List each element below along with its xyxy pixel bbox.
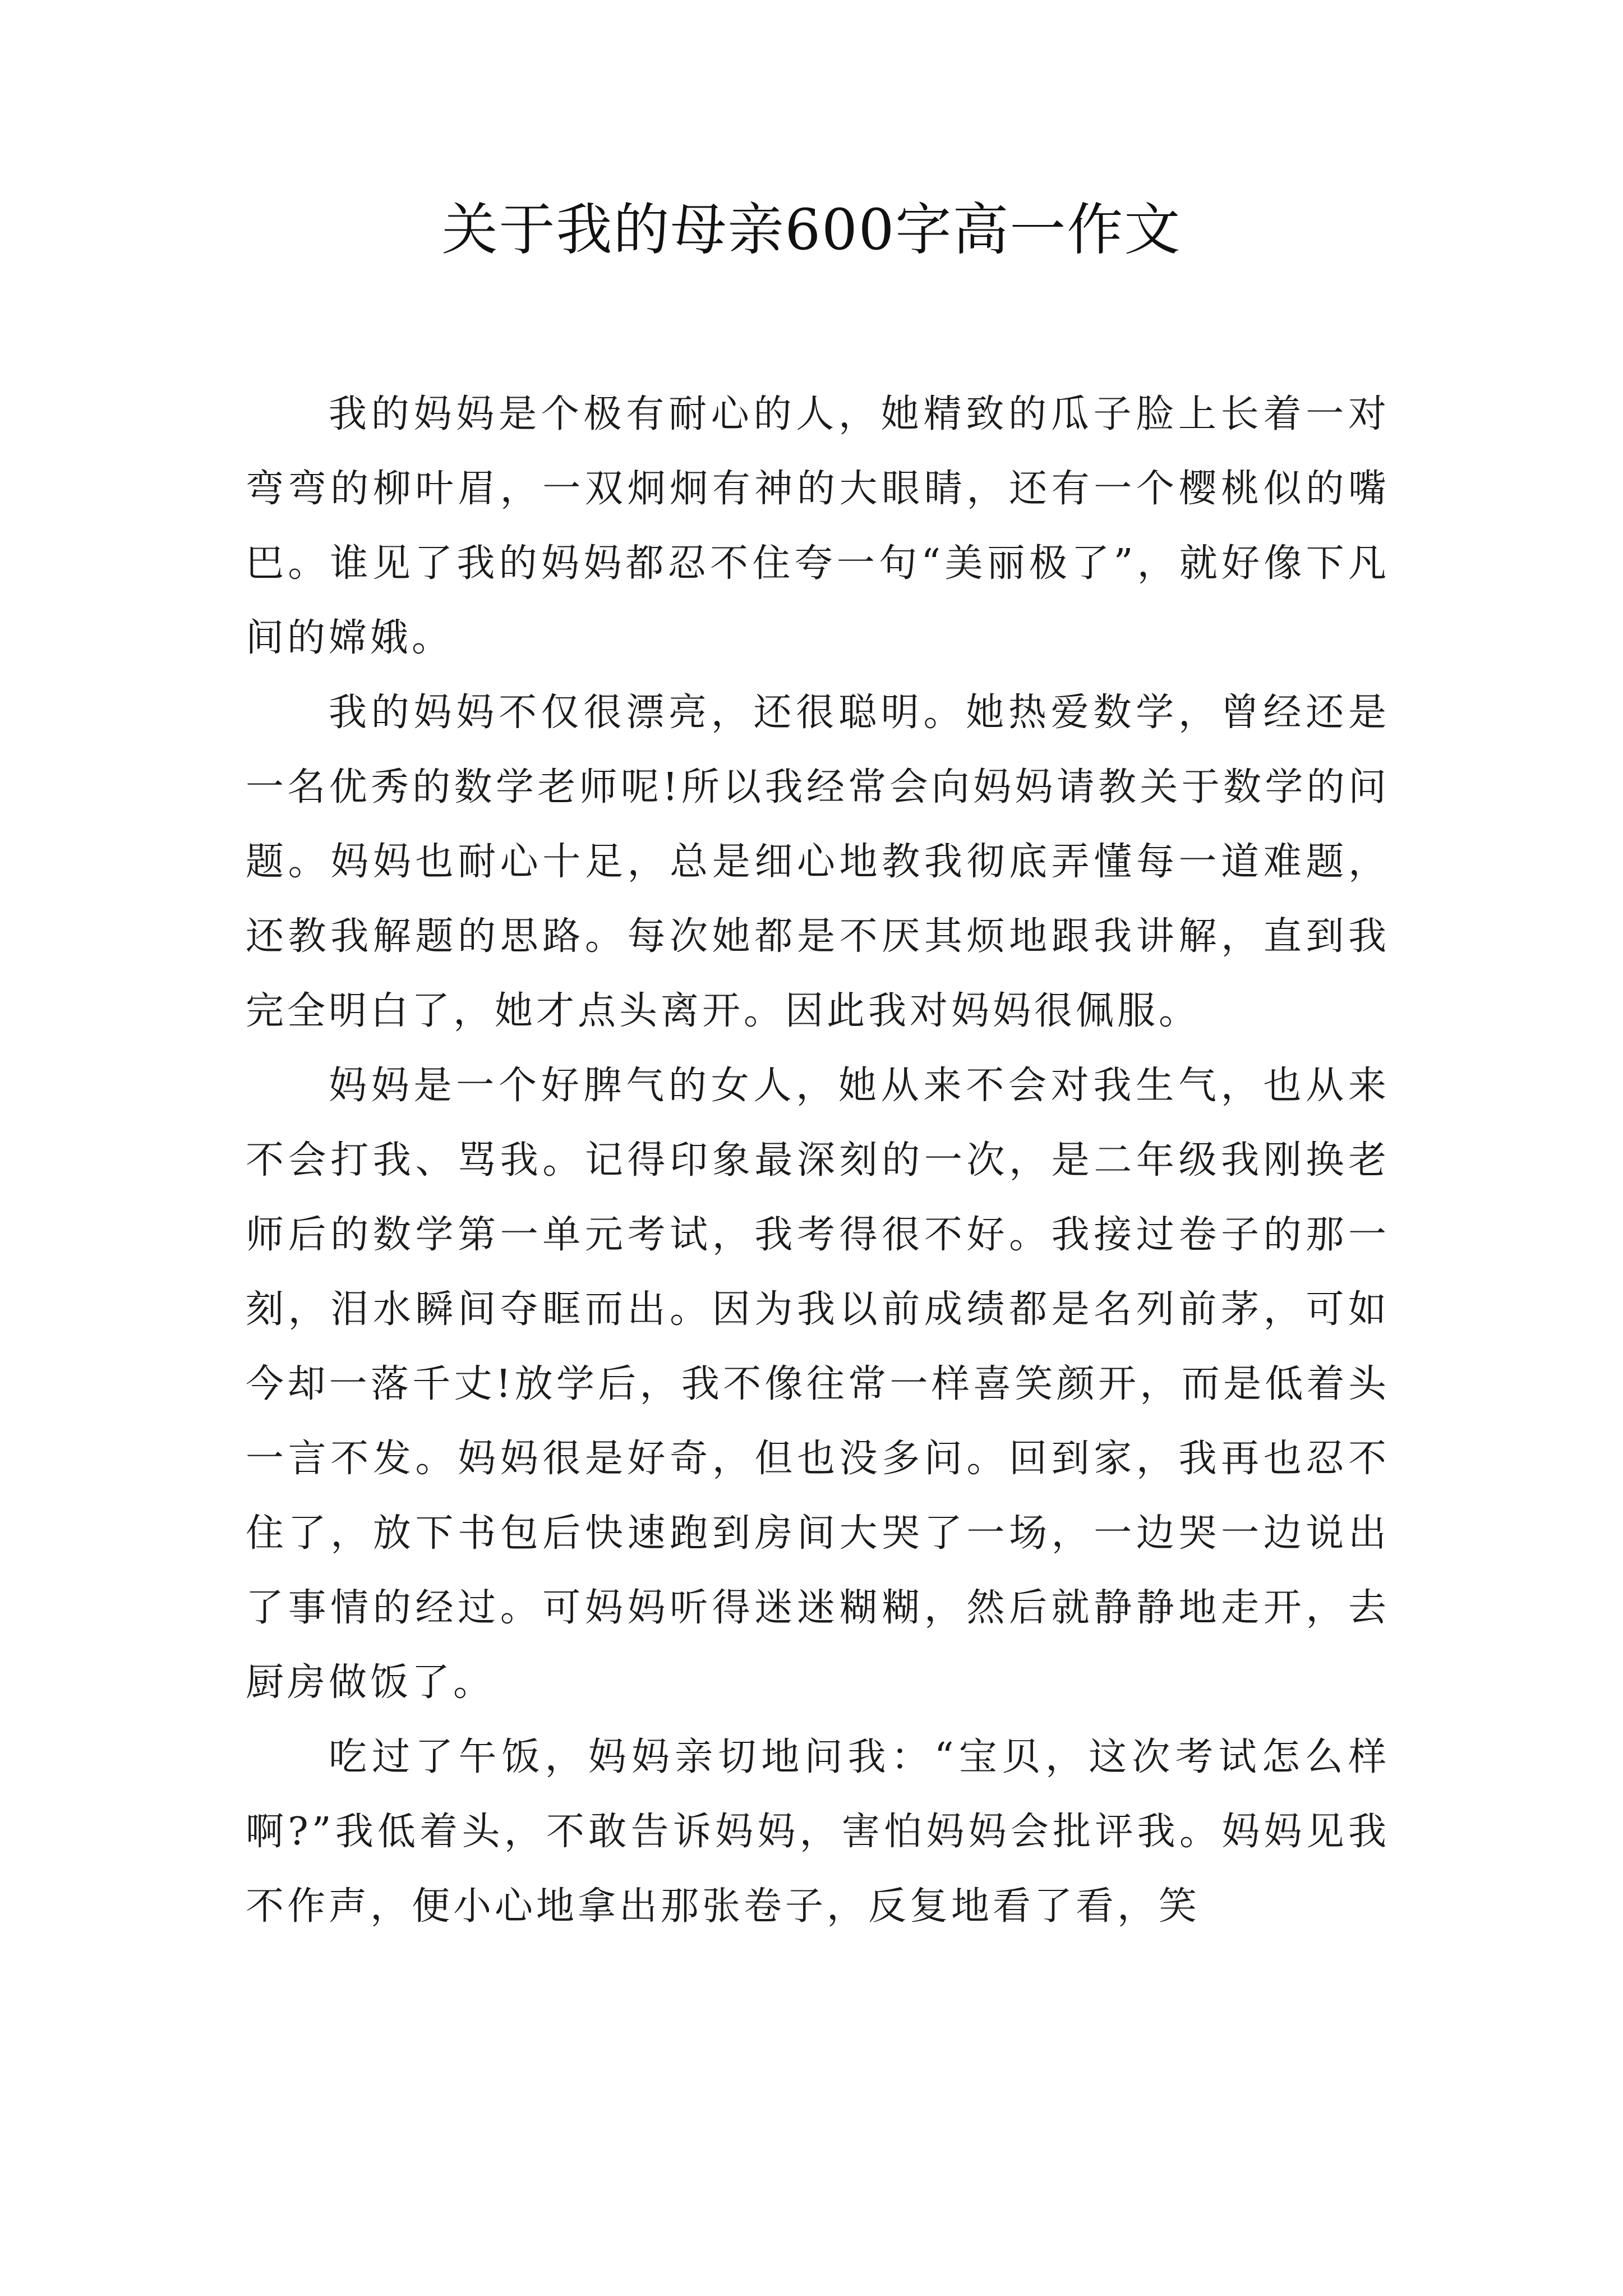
document-body [246,377,1390,1944]
paragraph: 吃过了午饭，妈妈亲切地问我：“宝贝，这次考试怎么样啊?”我低着头，不敢告诉妈妈，害怕妈妈会批评我。妈妈见我不作声，便小心地拿出那张卷子，反复地看了看，笑 [246,1735,1390,1929]
paragraph: 我的妈妈是个极有耐心的人，她精致的瓜子脸上长着一对弯弯的柳叶眉，一双炯炯有神的大眼睛，还有一个樱桃似的嘴巴。谁见了我的妈妈都忍不住夸一句“美丽极了”，就好像下凡间的嫦娥。 [246,392,1390,660]
paragraph: 妈妈是一个好脾气的女人，她从来不会对我生气，也从来不会打我、骂我。记得印象最深刻的一次，是二年级我刚换老师后的数学第一单元考试，我考得很不好。我接过卷子的那一刻，泪水瞬间夺眶而出。因为我以前成绩都是名列前茅，可如今却一落千丈!放学后，我不像往常一样喜笑颜开，而是低着头一言不发。妈妈很是好奇，但也没多问。回到家，我再也忍不住了，放下书包后快速跑到房间大哭了一场，一边哭一边说出了事情的经过。可妈妈听得迷迷糊糊，然后就静静地走开，去厨房做饭了。 [246,1064,1390,1705]
paragraph: 我的妈妈不仅很漂亮，还很聪明。她热爱数学，曾经还是一名优秀的数学老师呢!所以我经常会向妈妈请教关于数学的问题。妈妈也耐心十足，总是细心地教我彻底弄懂每一道难题，还教我解题的思路。每次她都是不厌其烦地跟我讲解，直到我完全明白了，她才点头离开。因此我对妈妈很佩服。 [246,691,1390,1033]
document-title: 关于我的母亲600字高一作文 [441,197,1182,263]
